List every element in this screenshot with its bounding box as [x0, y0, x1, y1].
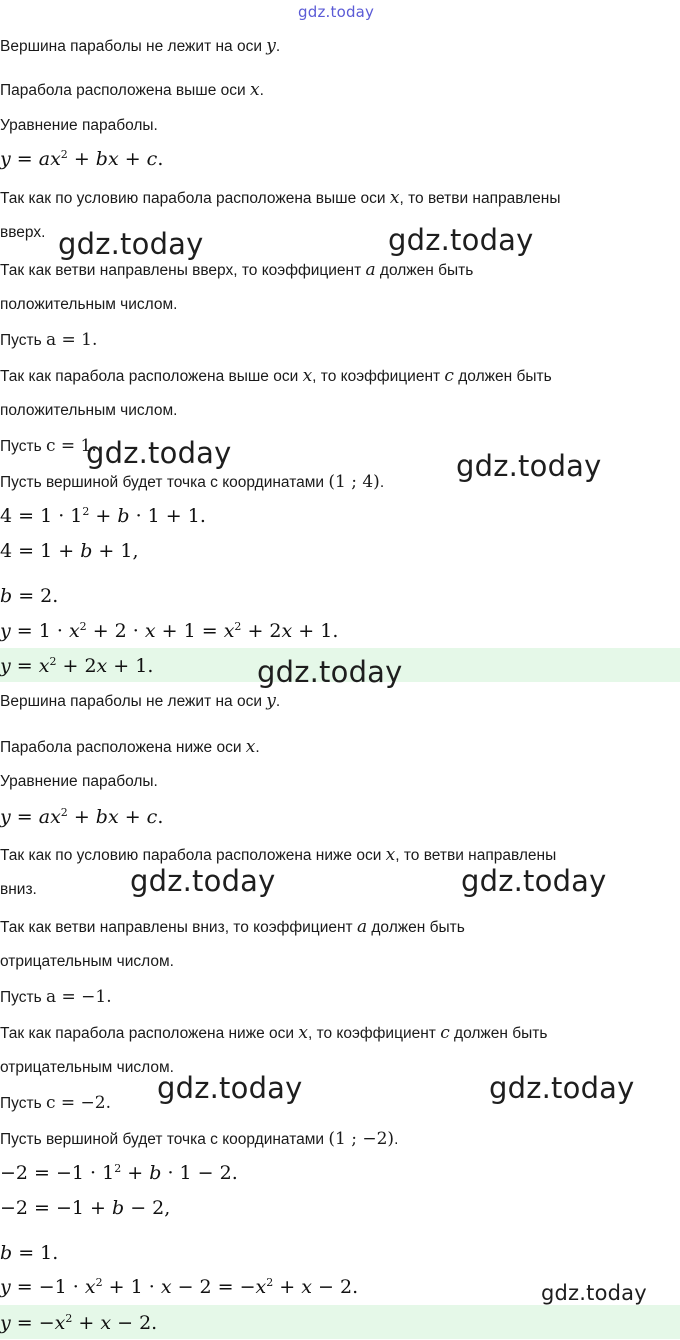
- text-line: Вершина параболы не лежит на оси y.: [0, 691, 281, 711]
- text-line: Так как по условию парабола расположена выше оси x, то ветви направлены: [0, 188, 561, 208]
- text-line: Уравнение параболы.: [0, 117, 158, 134]
- watermark: gdz.today: [130, 864, 276, 898]
- watermark: gdz.today: [388, 223, 534, 257]
- text-line: Вершина параболы не лежит на оси y.: [0, 36, 281, 56]
- text-line: вверх.: [0, 224, 46, 241]
- text-line: Пусть c = −2.: [0, 1093, 111, 1113]
- watermark: gdz.today: [541, 1281, 647, 1305]
- watermark: gdz.today: [456, 449, 602, 483]
- equation: 4 = 1 + b + 1,: [0, 540, 139, 562]
- answer-equation: $y = x^2 + 2x + 1$.: [0, 655, 154, 677]
- text-line: Так как парабола расположена ниже оси x, то коэффициент c должен быть: [0, 1023, 548, 1043]
- text-line: Так как ветви направлены вниз, то коэффициент a должен быть: [0, 917, 465, 937]
- text-line: Пусть a = 1.: [0, 330, 98, 350]
- equation: b = 2.: [0, 585, 59, 607]
- equation: $y = -1 \cdot x^2 + 1 \cdot x - 2 = -x^2 + x - 2$.: [0, 1276, 359, 1298]
- watermark: gdz.today: [58, 227, 204, 261]
- text-line: Так как по условию парабола расположена ниже оси x, то ветви направлены: [0, 845, 557, 865]
- text-line: Парабола расположена ниже оси x.: [0, 737, 260, 757]
- text-line: Пусть вершиной будет точка с координатами (1 ; 4).: [0, 472, 385, 492]
- watermark: gdz.today: [489, 1071, 635, 1105]
- text-line: Парабола расположена выше оси x.: [0, 80, 264, 100]
- text-line: положительным числом.: [0, 402, 178, 419]
- text-line: отрицательным числом.: [0, 1059, 174, 1076]
- watermark: gdz.today: [461, 864, 607, 898]
- text-line: Уравнение параболы.: [0, 773, 158, 790]
- text-line: вниз.: [0, 881, 37, 898]
- equation: $y = ax^2$ + bx + c.: [0, 806, 164, 828]
- text-line: положительным числом.: [0, 296, 178, 313]
- equation: $y = 1 \cdot x^2 + 2 \cdot x + 1 = x^2 + 2x + 1$.: [0, 620, 339, 642]
- watermark: gdz.today: [157, 1071, 303, 1105]
- equation: $-2 = -1 \cdot 1^2 + b \cdot 1 - 2$.: [0, 1162, 238, 1184]
- equation: −2 = −1 + b − 2,: [0, 1197, 171, 1219]
- answer-equation: $y = -x^2 + x - 2$.: [0, 1312, 158, 1334]
- header-watermark: gdz.today: [298, 3, 375, 21]
- text-line: Так как парабола расположена выше оси x, то коэффициент c должен быть: [0, 366, 552, 386]
- text-line: Пусть c = 1.: [0, 436, 97, 456]
- watermark: gdz.today: [86, 436, 232, 470]
- equation: $4 = 1 \cdot 1^2 + b \cdot 1 + 1$.: [0, 505, 206, 527]
- watermark: gdz.today: [257, 655, 403, 689]
- text-line: Пусть вершиной будет точка с координатами (1 ; −2).: [0, 1129, 399, 1149]
- text-line: Так как ветви направлены вверх, то коэффициент a должен быть: [0, 260, 474, 280]
- equation: b = 1.: [0, 1242, 59, 1264]
- equation: $y = ax^2$ + bx + c.: [0, 148, 164, 170]
- text-line: отрицательным числом.: [0, 953, 174, 970]
- text-line: Пусть a = −1.: [0, 987, 112, 1007]
